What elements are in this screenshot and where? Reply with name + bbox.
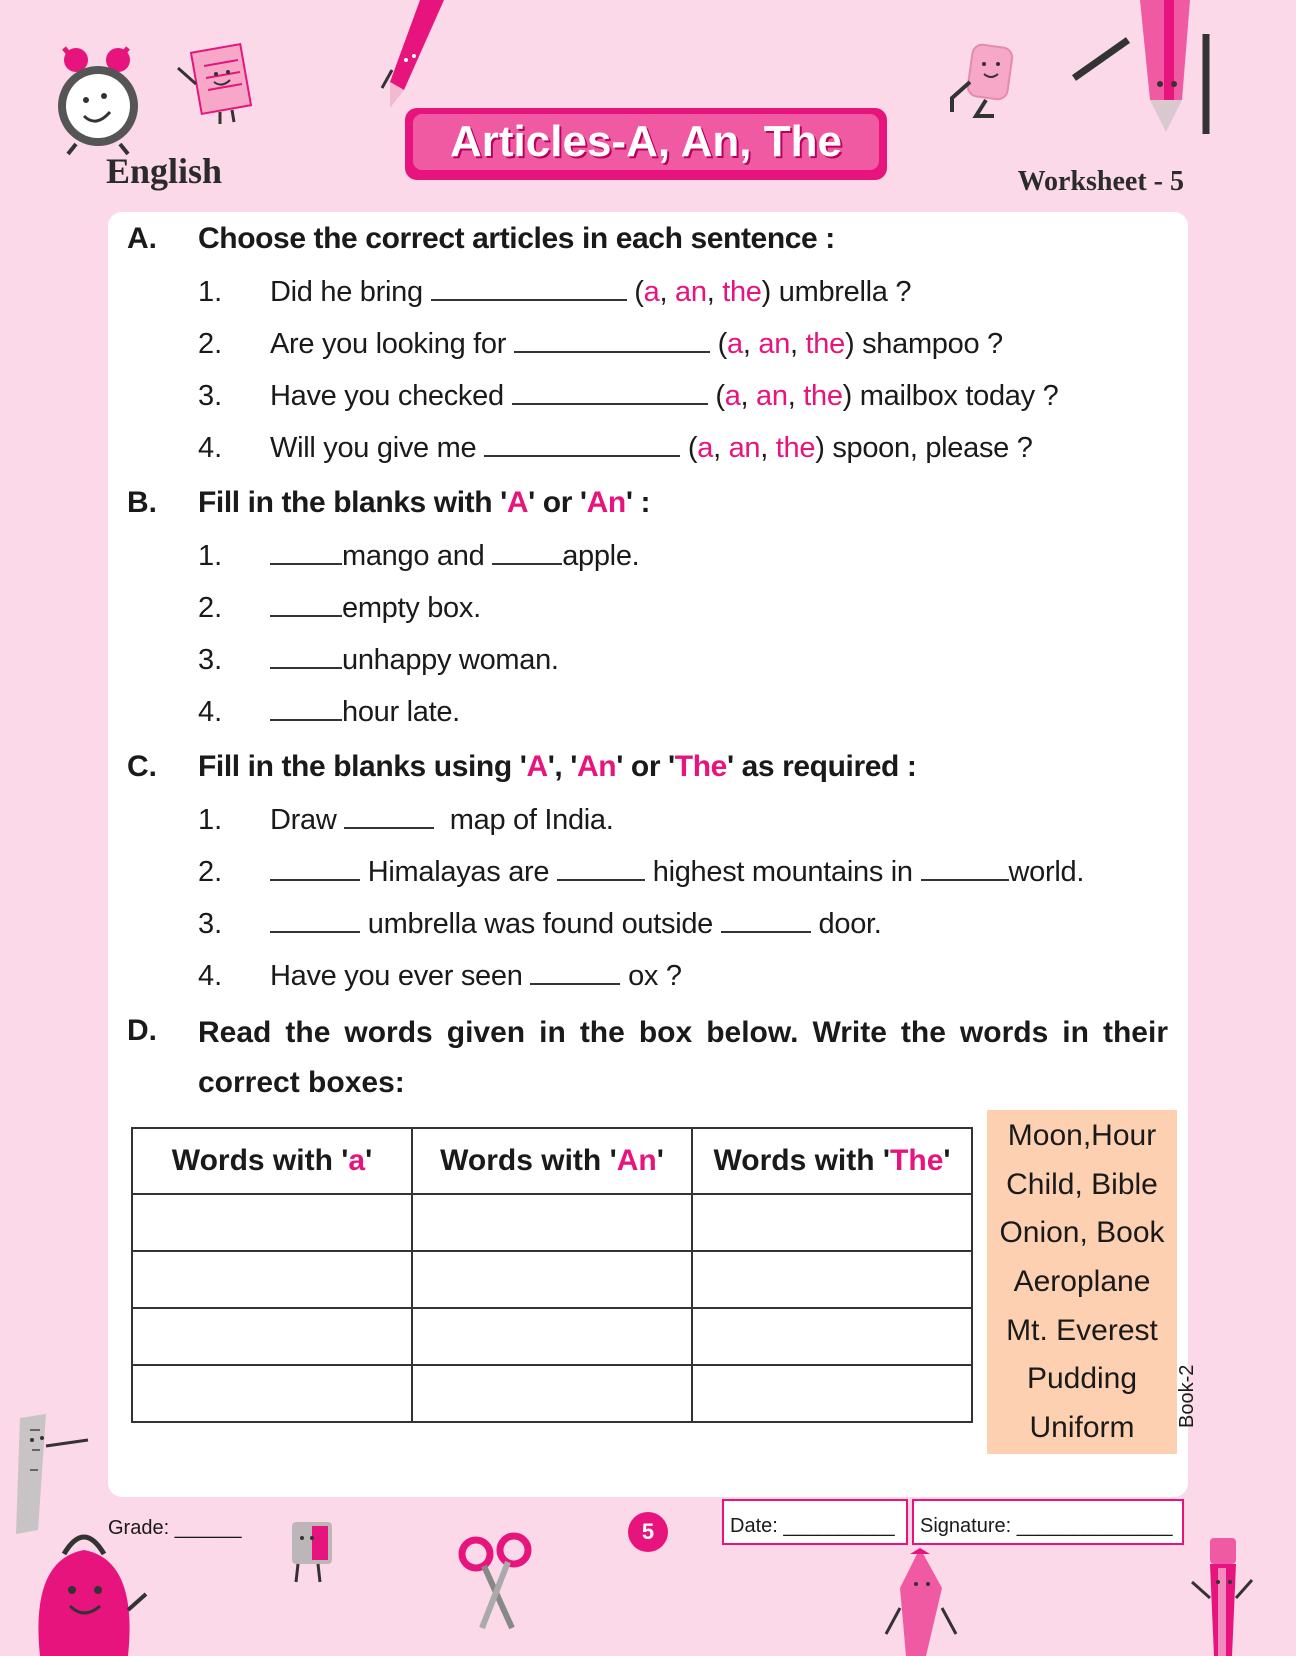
header-text: Words with ' [713,1144,891,1177]
answer-blank[interactable] [270,593,342,617]
section-a-title: Choose the correct articles in each sentence : [198,222,835,255]
scissors-icon [456,1532,536,1632]
answer-cell[interactable] [692,1308,972,1365]
header-words-with-the [692,1128,972,1194]
answer-blank[interactable] [431,277,627,301]
answer-cell[interactable] [692,1365,972,1422]
answer-cell[interactable] [132,1194,412,1251]
item-number: 1. [198,540,223,572]
header-text: Words with ' [171,1144,349,1177]
header-text: ' [943,1144,951,1177]
book-label: Book-2 [1176,1364,1198,1428]
title-part: Fill in the blanks using ' [198,750,527,783]
option-the: the [803,380,843,412]
title-part: ' as required : [726,750,917,783]
question-text: world. [1008,856,1085,888]
question-text: apple. [562,540,640,572]
question-line [270,644,559,677]
answer-cell[interactable] [412,1308,692,1365]
table-row [132,1308,972,1365]
signature-field[interactable]: Signature: ______________ [912,1499,1184,1545]
word-box-line: Onion, Book [999,1216,1165,1250]
header-article: The [890,1144,944,1177]
item-number: 3. [198,644,223,676]
answer-blank[interactable] [270,697,342,721]
question-text: ox ? [628,960,682,992]
question-text: Have you checked [270,380,504,412]
item-number: 3. [198,908,223,940]
table-header-row [132,1128,972,1194]
item-number: 2. [198,592,223,624]
grade-field[interactable]: Grade: ______ [108,1517,242,1539]
title-part: Fill in the blanks with ' [198,486,507,519]
answer-blank[interactable] [270,541,342,565]
option-the: the [722,276,762,308]
section-d-letter: D. [127,1014,157,1047]
pencil-icon [380,0,450,110]
title-part-pink: The [674,750,727,783]
answer-cell[interactable] [412,1194,692,1251]
question-text: mailbox today ? [859,380,1059,412]
section-a-letter: A. [127,222,157,255]
option-the: the [775,432,816,464]
option-an: an [756,380,788,412]
header-article: a [348,1144,366,1177]
answer-cell[interactable] [692,1194,972,1251]
question-text: mango and [342,540,485,572]
answer-blank[interactable] [721,909,811,933]
header-text: ' [656,1144,664,1177]
question-text: umbrella was found outside [367,908,714,940]
answer-blank[interactable] [921,857,1009,881]
header-text: Words with ' [440,1144,617,1177]
title-part: ' or ' [528,486,587,519]
section-c-title [198,750,916,784]
option-an: an [728,432,761,464]
answer-cell[interactable] [132,1251,412,1308]
title-banner-inner [413,114,879,170]
question-text: shampoo ? [862,328,1003,360]
answer-blank[interactable] [344,805,434,829]
question-line [270,804,614,837]
item-number: 4. [198,432,223,464]
question-line: Have you checked (a, an, the) mailbox today ? [270,380,1059,412]
answer-cell[interactable] [132,1365,412,1422]
question-line [270,908,882,941]
title-part: ' or ' [616,750,675,783]
answer-blank[interactable] [270,857,360,881]
answer-blank[interactable] [270,645,342,669]
table-row [132,1194,972,1251]
word-box-line: Uniform [1029,1410,1135,1444]
question-line [270,592,481,625]
question-text: door. [818,908,882,940]
question-text: hour late. [342,696,460,728]
item-number: 1. [198,276,223,308]
question-text: highest mountains in [652,856,913,888]
question-line [270,696,460,729]
question-text: unhappy woman. [342,644,559,676]
table-row [132,1251,972,1308]
option-an: an [758,328,791,360]
title-part: ' : [625,486,651,519]
table-row [132,1365,972,1422]
alarm-clock-icon [56,44,146,154]
question-line: Are you looking for (a, an, the) shampoo ? [270,328,1003,360]
title-part-pink: An [577,750,617,783]
answer-blank[interactable] [270,909,360,933]
answer-blank[interactable] [492,541,562,565]
answer-blank[interactable] [530,961,620,985]
big-pencil-icon [1070,0,1210,140]
section-b-letter: B. [127,486,157,519]
question-text: Did he bring [270,276,423,308]
item-number: 3. [198,380,223,412]
title-part-pink: A [526,750,548,783]
question-text: map of India. [449,804,614,836]
item-number: 2. [198,328,223,360]
answer-blank[interactable] [512,381,708,405]
item-number: 4. [198,696,223,728]
answer-cell[interactable] [132,1308,412,1365]
title-part: ', ' [547,750,578,783]
word-box [987,1110,1177,1454]
item-number: 4. [198,960,223,992]
option-a: a [724,380,741,412]
pen-icon [1188,1538,1268,1656]
question-text: empty box. [342,592,481,624]
item-number: 1. [198,804,223,836]
item-number: 2. [198,856,223,888]
word-box-line: Aeroplane [1013,1264,1151,1298]
words-table [131,1127,973,1423]
header-words-with-a [132,1128,412,1194]
title-banner [405,108,887,180]
page-title: Articles-A, An, The [450,117,842,166]
header-words-with-an [412,1128,692,1194]
answer-blank[interactable] [514,329,710,353]
question-text: Draw [270,804,337,836]
question-line [270,856,1084,889]
answer-cell[interactable] [412,1251,692,1308]
answer-cell[interactable] [412,1365,692,1422]
date-field[interactable]: Date: __________ [722,1499,908,1545]
title-part-pink: An [586,486,626,519]
question-line [270,960,682,993]
question-text: spoon, please ? [832,432,1033,464]
word-box-line: Pudding [1026,1362,1138,1396]
section-c-letter: C. [127,750,157,783]
answer-blank[interactable] [484,433,680,457]
question-line: Did he bring (a, an, the) umbrella ? [270,276,912,308]
question-text: Are you looking for [270,328,507,360]
question-line [270,540,639,573]
header-text: ' [365,1144,373,1177]
word-box-line: Moon,Hour [1007,1119,1157,1153]
answer-cell[interactable] [692,1251,972,1308]
eraser-icon [946,42,1036,122]
title-part-pink: A [506,486,529,519]
notepad-icon [176,44,262,124]
option-the: the [805,328,845,360]
answer-blank[interactable] [557,857,645,881]
word-box-line: Child, Bible [1006,1167,1158,1201]
option-a: a [643,276,660,308]
section-b-title [198,486,650,520]
crayon-icon [886,1548,966,1656]
question-line: Will you give me (a, an, the) spoon, please ? [270,432,1033,464]
backpack-icon [20,1520,150,1656]
header-article: An [616,1144,657,1177]
worksheet-number: Worksheet - 5 [1017,166,1184,197]
option-an: an [675,276,707,308]
option-a: a [727,328,743,360]
question-text: Have you ever seen [270,960,523,992]
page-number-badge: 5 [628,1512,668,1552]
word-box-line: Mt. Everest [1006,1313,1158,1347]
question-text: Himalayas are [367,856,550,888]
question-text: umbrella ? [778,276,912,308]
sharpener-icon [284,1518,344,1588]
option-a: a [697,432,714,464]
question-text: Will you give me [270,432,477,464]
section-d-title: Read the words given in the box below. Write the words in their correct boxes: [198,1016,1168,1099]
subject-label: English [106,151,223,191]
